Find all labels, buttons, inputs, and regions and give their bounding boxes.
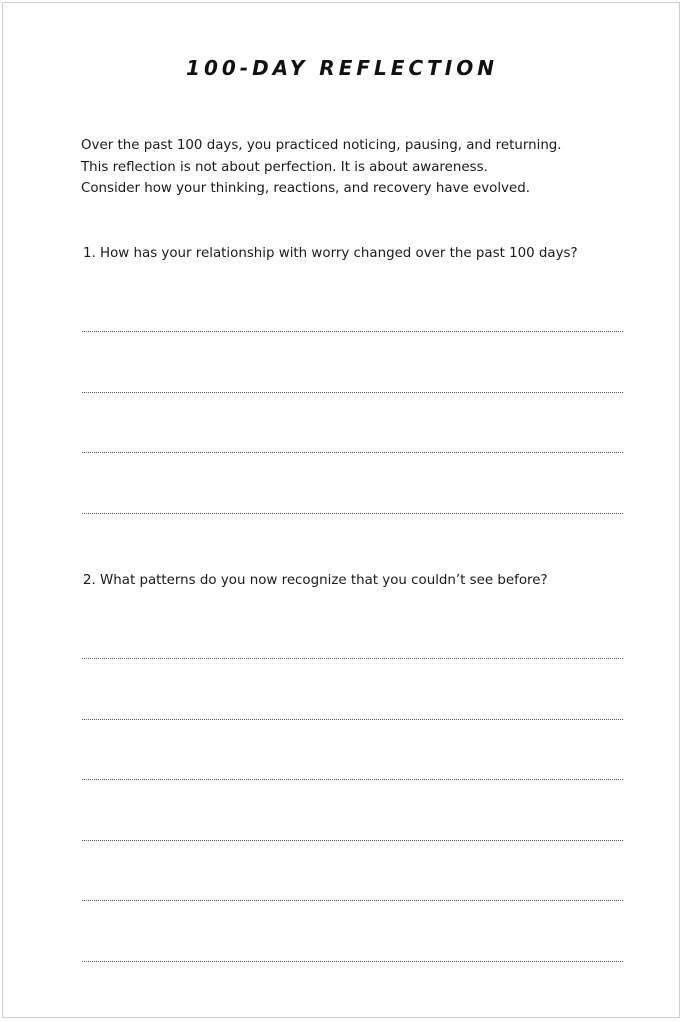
answer-line-q1-1[interactable] [82, 331, 623, 332]
page-title: 100-DAY REFLECTION [186, 56, 498, 80]
answer-line-q1-2[interactable] [82, 392, 623, 393]
intro-paragraph [81, 135, 641, 200]
answer-line-q2-2[interactable] [82, 719, 623, 720]
question-1: 1. How has your relationship with worry changed over the past 100 days? [83, 246, 578, 261]
intro-line-3: Consider how your thinking, reactions, and recovery have evolved. [81, 181, 530, 196]
intro-line-2: This reflection is not about perfection. It is about awareness. [81, 159, 488, 175]
answer-line-q2-3[interactable] [82, 779, 623, 780]
question-2: 2. What patterns do you now recognize that you couldn’t see before? [83, 573, 548, 588]
answer-line-q2-4[interactable] [82, 840, 623, 841]
answer-line-q1-4[interactable] [82, 513, 623, 514]
answer-line-q2-6[interactable] [82, 961, 623, 962]
answer-line-q1-3[interactable] [82, 452, 623, 453]
answer-line-q2-5[interactable] [82, 900, 623, 901]
intro-line-1: Over the past 100 days, you practiced noticing, pausing, and returning. [81, 138, 562, 153]
answer-line-q2-1[interactable] [82, 658, 623, 659]
